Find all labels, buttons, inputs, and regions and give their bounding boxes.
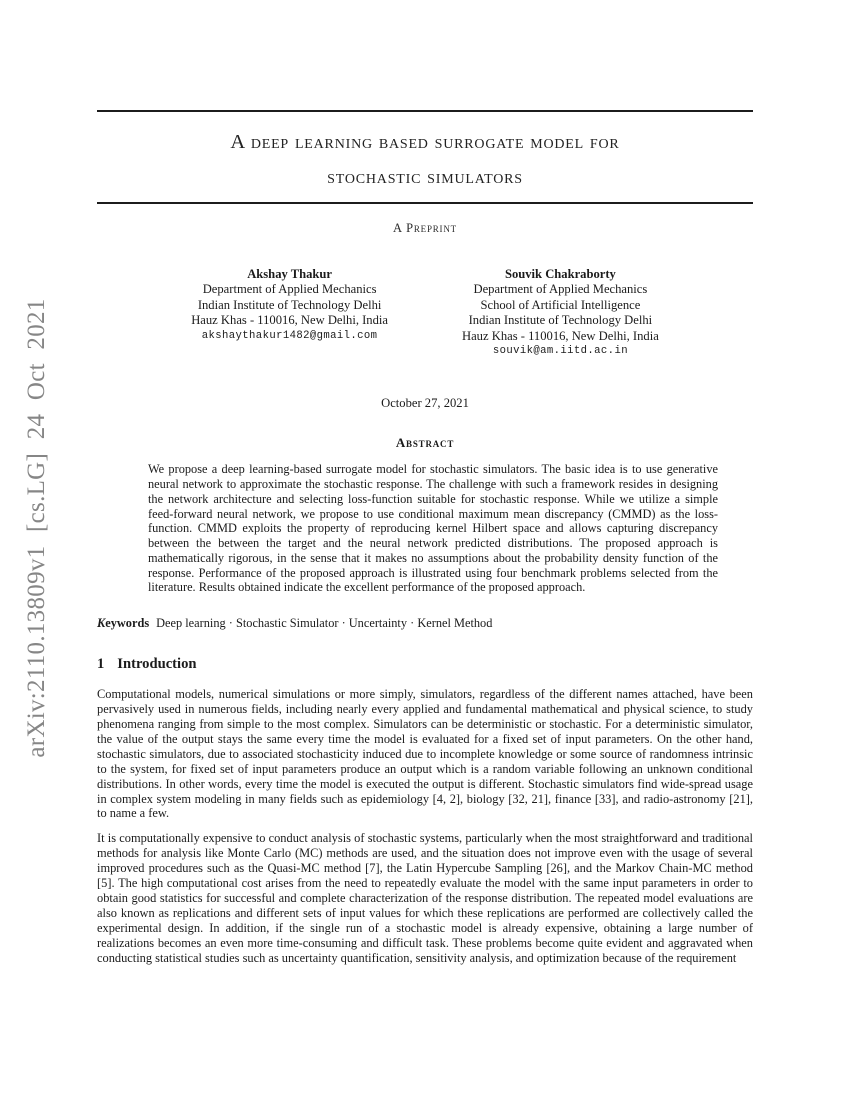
- author-2-affiliation-line: School of Artificial Intelligence: [480, 297, 641, 312]
- author-block: [97, 267, 753, 359]
- author-2-email: souvik@am.iitd.ac.in: [492, 345, 628, 358]
- author-2-affiliation-line: Department of Applied Mechanics: [473, 282, 648, 297]
- author-1-email: akshaythakur1482@gmail.com: [201, 329, 378, 342]
- author-2-affiliation-line: Hauz Khas - 110016, New Delhi, India: [462, 328, 659, 343]
- intro-paragraph-1: Computational models, numerical simulations or more simply, simulators, regardless of the different names attached, have been pervasively used in numerous fields, including nearly every applied and fundamental mathematical and physical science, to study phenomena ranging from simple to the most complex. Simulators can be deterministic or stochastic. For a deterministic simulator, the value of the output stays the same every time the model is evaluated for a fixed set of input parameters. On the other hand, stochastic simulators, due to associated stochasticity induced due to incomplete knowledge or some source of randomness intrinsic to the system, for fixed set of input parameters produce an output which is a random variable following an unknown conditional distributions. In other words, every time the model is executed the output is different. Stochastic simulators find wide-spread usage in complex system modeling in many fields such as epidemiology [4, 2], biology [32, 21], finance [33], and radio-astronomy [21], to name a few.: [97, 687, 753, 821]
- author-1-affiliation-line: Department of Applied Mechanics: [202, 282, 377, 297]
- paper-title: [97, 125, 753, 195]
- author-1: [191, 267, 388, 359]
- author-2: [462, 267, 659, 359]
- abstract-heading: Abstract: [395, 435, 455, 451]
- author-2-name: Souvik Chakraborty: [504, 267, 616, 281]
- arxiv-watermark: arXiv:2110.13809v1 [cs.LG] 24 Oct 2021: [23, 298, 50, 758]
- title-rule-bottom: [97, 202, 753, 204]
- paper-title-line1: A deep learning based surrogate model for: [230, 131, 620, 153]
- author-1-name: Akshay Thakur: [247, 267, 333, 281]
- title-rule-top: [97, 110, 753, 112]
- intro-paragraph-2: It is computationally expensive to conduct analysis of stochastic systems, particularly when the most straightforward and traditional methods for analysis like Monte Carlo (MC) methods are used, and the situation does not improve even with the usage of several improved procedures such as the Quasi-MC method [7], the Latin Hypercube Sampling [26], and the Markov Chain-MC method [5]. The high computational cost arises from the need to repeatedly evaluate the model with the same input parameters in order to obtain good statistics for successful and complete characterization of the response distribution. The repeated model evaluations are also known as replications and different sets of input values for which these replications are performed are collectively called the experimental design. In addition, if the single run of a stochastic model is already expensive, obtaining a large number of realizations becomes an even more time-consuming and difficult task. These problems become quite evident and aggravated when conducting statistical studies such as uncertainty quantification, sensitivity analysis, and optimization because of the requirement: [97, 831, 753, 965]
- section-1-number: 1: [97, 656, 105, 673]
- author-2-affiliation-line: Indian Institute of Technology Delhi: [468, 313, 653, 328]
- abstract-text: We propose a deep learning-based surrogate model for stochastic simulators. The basic idea is to use generative neural network to approximate the stochastic response. The challenge with such a framework resides in designing the network architecture and selecting loss-function suitable for stochastic response. While we utilize a simple feed-forward neural network, we propose to use conditional maximum mean discrepancy (CMMD) as the loss-function. CMMD exploits the property of reproducing kernel Hilbert space and allows capturing discrepancy between the between the target and the neural network predicted distributions. The proposed approach is mathematically rigorous, in the sense that it makes no assumptions about the probability density function of the response. Performance of the proposed approach is illustrated using four benchmark problems selected from the literature. Results obtained indicate the excellent performance of the proposed approach.: [148, 462, 718, 595]
- author-1-affiliation-line: Indian Institute of Technology Delhi: [197, 297, 382, 312]
- preprint-label: A Preprint: [393, 221, 457, 235]
- paper-title-line2: stochastic simulators: [327, 166, 523, 188]
- keywords-list: Deep learning · Stochastic Simulator · Uncertainty · Kernel Method: [156, 616, 493, 631]
- section-1-title: Introduction: [117, 656, 197, 673]
- section-1-heading: [97, 656, 753, 673]
- keywords-line: [97, 616, 753, 631]
- keywords-label: Keywords: [97, 616, 150, 631]
- paper-date: October 27, 2021: [381, 396, 469, 411]
- author-1-affiliation-line: Hauz Khas - 110016, New Delhi, India: [191, 313, 388, 328]
- paper-content: [97, 0, 753, 966]
